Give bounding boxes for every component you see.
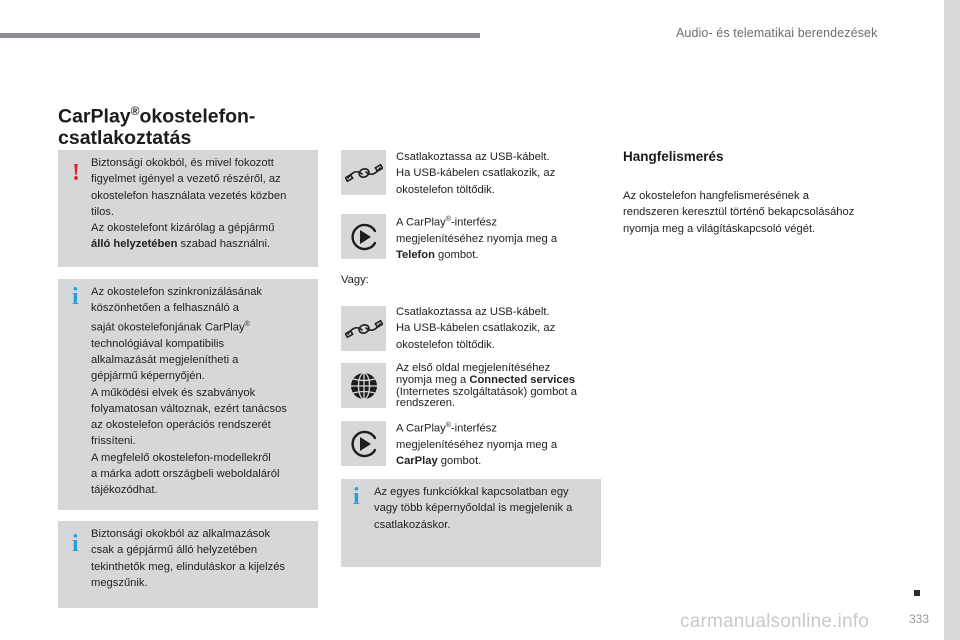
step4-line: (Internetes szolgáltatások) gombot a [396, 385, 577, 398]
info-line: Biztonsági okokból az alkalmazások [91, 528, 271, 540]
info-icon: i [353, 484, 360, 510]
info-line: csatlakozáskor. [374, 518, 451, 531]
step2-interface: -interfész [450, 216, 497, 229]
step5-carplay: A CarPlay [396, 422, 446, 435]
step4-bold: Connected services [469, 373, 576, 386]
info-carplay-text: saját okostelefonjának CarPlay [91, 321, 245, 334]
info-line: alkalmazását megjelenítheti a [91, 353, 239, 366]
title-carplay: CarPlay [58, 105, 131, 128]
info-registered-mark: ® [244, 320, 250, 328]
warning-line: tilos. [91, 205, 115, 218]
warning-line: Biztonsági okokból, és mivel fokozott [91, 157, 274, 169]
info-line: megszűnik. [91, 576, 148, 589]
step5-line: megjelenítéséhez nyomja meg a [396, 439, 558, 452]
voice-line: rendszeren keresztül történő bekapcsolásához [623, 206, 855, 219]
step2-line [396, 212, 606, 231]
warning-line: figyelmet igényel a vezető részéről, az [91, 173, 281, 186]
warning-line: Az okostelefont kizárólag a gépjármű [91, 222, 275, 235]
title-registered-mark: ® [130, 104, 140, 118]
warning-text [91, 155, 315, 253]
info-line: a márka adott országbeli weboldaláról [91, 468, 280, 480]
step2-bold: Telefon [396, 249, 435, 262]
step2-text [396, 212, 606, 264]
info-line: A működési elvek és szabványok [91, 386, 256, 399]
info-sync-text [91, 284, 315, 499]
info-line: technológiával kompatibilis [91, 337, 225, 350]
watermark: carmanualsonline.info [680, 611, 870, 632]
warning-line [91, 236, 315, 252]
warning-line: okostelefon használata vezetés közben [91, 189, 287, 202]
exclamation-icon: ! [72, 160, 80, 186]
step5-rest: gombot. [437, 455, 482, 468]
carplay-play-icon [341, 214, 386, 259]
info-line: köszönhetően a felhasználó a [91, 302, 240, 315]
info-box-safety [58, 521, 318, 608]
title-line2: csatlakoztatás [58, 126, 192, 149]
voice-text [623, 188, 903, 237]
step4-line: rendszeren. [396, 397, 456, 410]
step4-line [396, 375, 606, 387]
step5-interface: -interfész [450, 422, 497, 435]
step3-line: Csatlakoztassa az USB-kábelt. [396, 306, 550, 318]
info-line: tekinthetők meg, elinduláskor a kijelzés [91, 560, 286, 573]
warning-box [58, 150, 318, 267]
warning-rest: szabad használni. [177, 238, 271, 251]
info-line: Az okostelefon szinkronizálásának [91, 286, 263, 298]
info-line: vagy több képernyőoldal is megjelenik a [374, 502, 573, 515]
step2-carplay: A CarPlay [396, 216, 446, 229]
title-line1-rest: okostelefon- [139, 105, 256, 128]
usb-cable-icon [341, 150, 386, 195]
step2-line [396, 247, 606, 263]
info-icon: i [72, 531, 79, 557]
info-line: az okostelefon operációs rendszerét [91, 419, 271, 432]
page-marker [914, 590, 920, 596]
step2-registered-mark: ® [445, 216, 451, 223]
info-line [91, 317, 315, 336]
connected-services-icon [341, 363, 386, 408]
step1-line: Ha USB-kábelen csatlakozik, az [396, 167, 556, 180]
step4-line: Az első oldal megjelenítéséhez [396, 362, 551, 374]
step5-bold: CarPlay [396, 455, 438, 468]
info-line: gépjármű képernyőjén. [91, 370, 205, 383]
step1-line: okostelefon töltődik. [396, 183, 495, 196]
step3-text [396, 304, 606, 353]
step1-text [396, 149, 606, 198]
info-line: A megfelelő okostelefon-modellekről [91, 451, 271, 464]
voice-heading: Hangfelismerés [623, 149, 724, 164]
info-screens-text [374, 484, 598, 533]
step5-line [396, 453, 606, 469]
step1-line: Csatlakoztassa az USB-kábelt. [396, 151, 550, 163]
usb-cable-icon [341, 306, 386, 351]
step4-text [396, 363, 606, 410]
step3-line: Ha USB-kábelen csatlakozik, az [396, 322, 556, 335]
header-bar [0, 33, 480, 38]
step5-line [396, 418, 606, 437]
info-line: folyamatosan változnak, ezért tanácsos [91, 402, 287, 415]
info-box-sync [58, 279, 318, 510]
info-line: tájékozódhat. [91, 484, 158, 497]
info-icon: i [72, 284, 79, 310]
info-line: csak a gépjármű álló helyzetében [91, 544, 258, 557]
voice-line: Az okostelefon hangfelismerésének a [623, 190, 809, 202]
step2-line: megjelenítéséhez nyomja meg a [396, 233, 558, 246]
page-edge-strip [944, 0, 960, 640]
page-number: 333 [909, 612, 930, 626]
info-safety-text [91, 526, 315, 591]
section-title: Audio- és telematikai berendezések [676, 26, 878, 40]
step3-line: okostelefon töltődik. [396, 338, 495, 351]
step4-press: nyomja meg a [396, 373, 470, 386]
warning-bold: álló helyzetében [91, 238, 178, 251]
info-line: frissíteni. [91, 435, 136, 448]
step2-rest: gombot. [434, 249, 479, 262]
voice-line: nyomja meg a világításkapcsoló végét. [623, 222, 816, 235]
page-title [58, 101, 255, 149]
or-label: Vagy: [341, 274, 369, 286]
info-line: Az egyes funkciókkal kapcsolatban egy [374, 486, 569, 498]
step5-text [396, 418, 606, 470]
info-box-screens [341, 479, 601, 567]
step5-registered-mark: ® [445, 422, 451, 429]
carplay-play-icon [341, 421, 386, 466]
